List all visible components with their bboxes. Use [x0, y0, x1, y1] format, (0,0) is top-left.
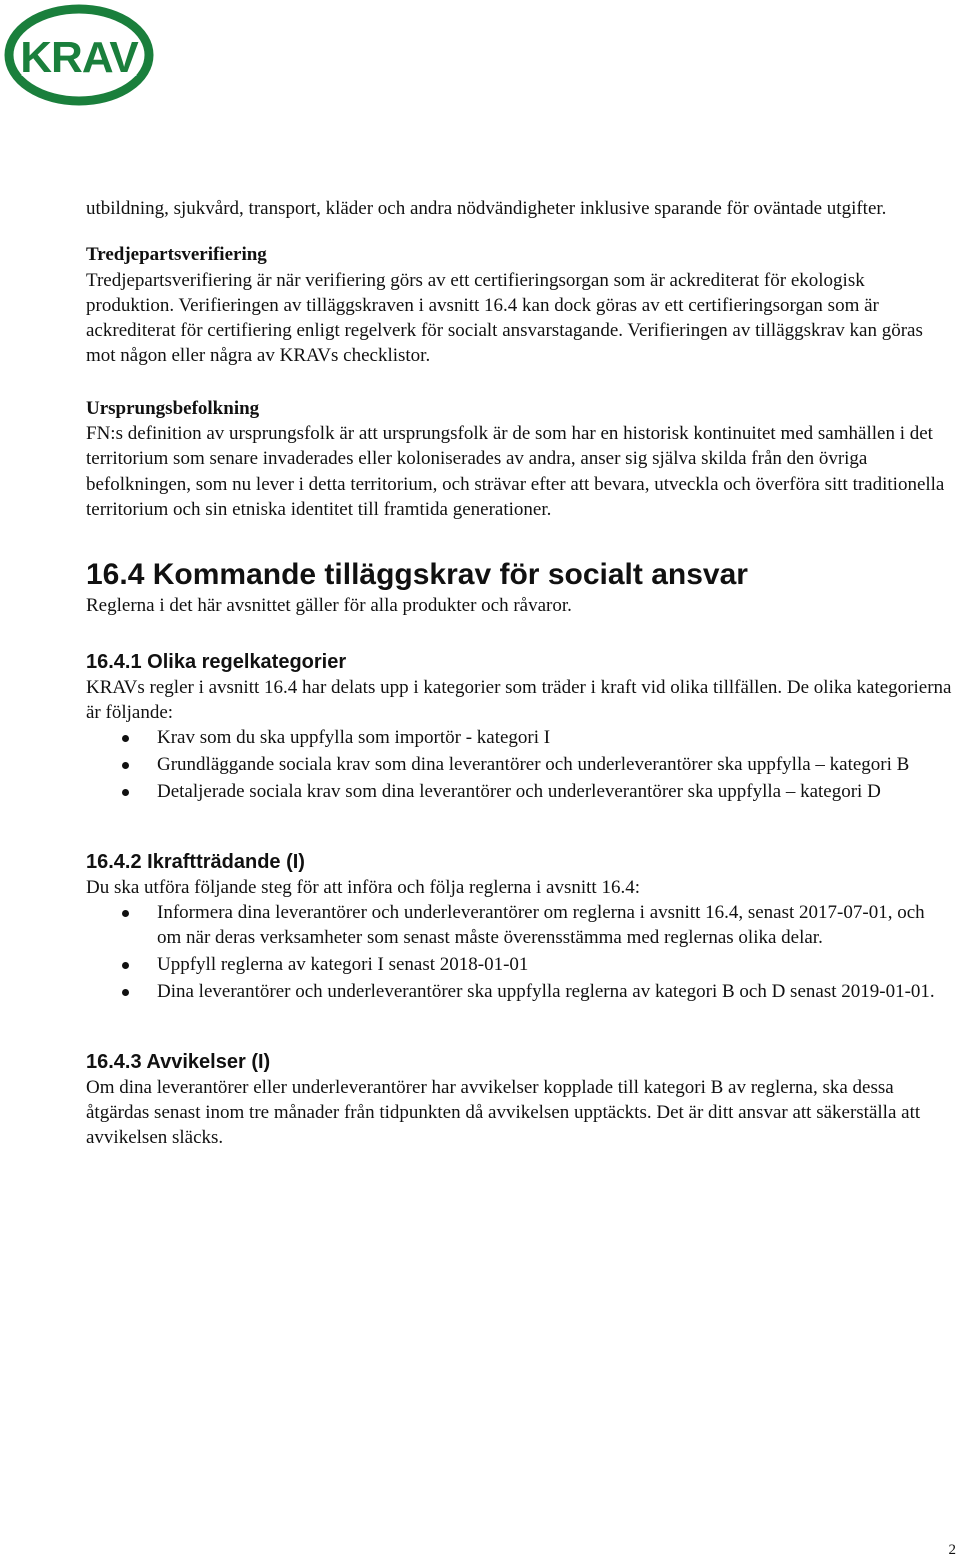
list-item: Dina leverantörer och underleverantörer ska uppfylla reglerna av kategori B och D senast 2019-01-01.: [86, 979, 952, 1004]
heading-16-4-3: 16.4.3 Avvikelser (I): [86, 1050, 271, 1073]
heading-16-4: 16.4 Kommande tilläggskrav för socialt ansvar: [86, 558, 748, 592]
svg-text:®: ®: [145, 58, 152, 68]
page-number: 2: [948, 1542, 956, 1558]
section-16-4-3-paragraph: Om dina leverantörer eller underleverantörer har avvikelser kopplade till kategori B av reglerna, ska dessa åtgärdas senast inom tre månader från tidpunkten då avvikelsen upptäckts. Det är ditt ansvar att säkerställa att avvikelsen släcks.: [86, 1076, 921, 1149]
list-item: Detaljerade sociala krav som dina leverantörer och underleverantörer ska uppfylla – kategori D: [86, 779, 952, 804]
section-16-4-paragraph: Reglerna i det här avsnittet gäller för alla produkter och råvaror.: [86, 595, 572, 617]
section-16-4-2-paragraph: Du ska utföra följande steg för att införa och följa reglerna i avsnitt 16.4:: [86, 876, 640, 898]
list-item: Informera dina leverantörer och underleverantörer om reglerna i avsnitt 16.4, senast 2017-07-01, och om när deras verksamheter som senast måste överensstämma med reglernas olika delar.: [86, 900, 952, 951]
svg-text:KRAV: KRAV: [20, 33, 138, 82]
document-body: [86, 196, 952, 1150]
intro-paragraph: utbildning, sjukvård, transport, kläder och andra nödvändigheter inklusive sparande för oväntade utgifter.: [86, 198, 887, 219]
krav-logo: [4, 4, 154, 106]
ursprung-paragraph: FN:s definition av ursprungsfolk är att ursprungsfolk är de som har en historisk kontinuitet med samhällen i det territorium som senare invaderades eller koloniserades av andra, anser sig själva skilda från den övriga befolkningen, som nu lever i detta territorium, och strävar efter att bevara, utveckla och överföra sitt traditionella territorium och sin etniska identitet till framtida generationer.: [86, 423, 945, 520]
term-tredjepartsverifiering: Tredjepartsverifiering: [86, 244, 267, 266]
steps-list: [86, 900, 952, 1004]
list-item: Grundläggande sociala krav som dina leverantörer och underleverantörer ska uppfylla – kategori B: [86, 752, 952, 777]
tredjepart-paragraph: Tredjepartsverifiering är när verifiering görs av ett certifieringsorgan som är ackrediterat för ekologisk produktion. Verifieringen av tilläggskraven i avsnitt 16.4 kan dock göras av ett certifieringsorgan som är ackrediterat för certifiering enligt regelverk för socialt ansvarstagande. Verifieringen av tilläggskrav kan göras mot någon eller några av KRAVs checklistor.: [86, 269, 923, 367]
heading-16-4-2: 16.4.2 Ikraftträdande (I): [86, 850, 305, 873]
heading-16-4-1: 16.4.1 Olika regelkategorier: [86, 650, 347, 673]
term-ursprungsbefolkning: Ursprungsbefolkning: [86, 397, 260, 419]
section-16-4-1-paragraph: KRAVs regler i avsnitt 16.4 har delats upp i kategorier som träder i kraft vid olika tillfällen. De olika kategorierna är följande:: [86, 676, 952, 723]
category-list: [86, 725, 952, 804]
list-item: Krav som du ska uppfylla som importör - kategori I: [86, 725, 952, 750]
list-item: Uppfyll reglerna av kategori I senast 2018-01-01: [86, 952, 952, 977]
